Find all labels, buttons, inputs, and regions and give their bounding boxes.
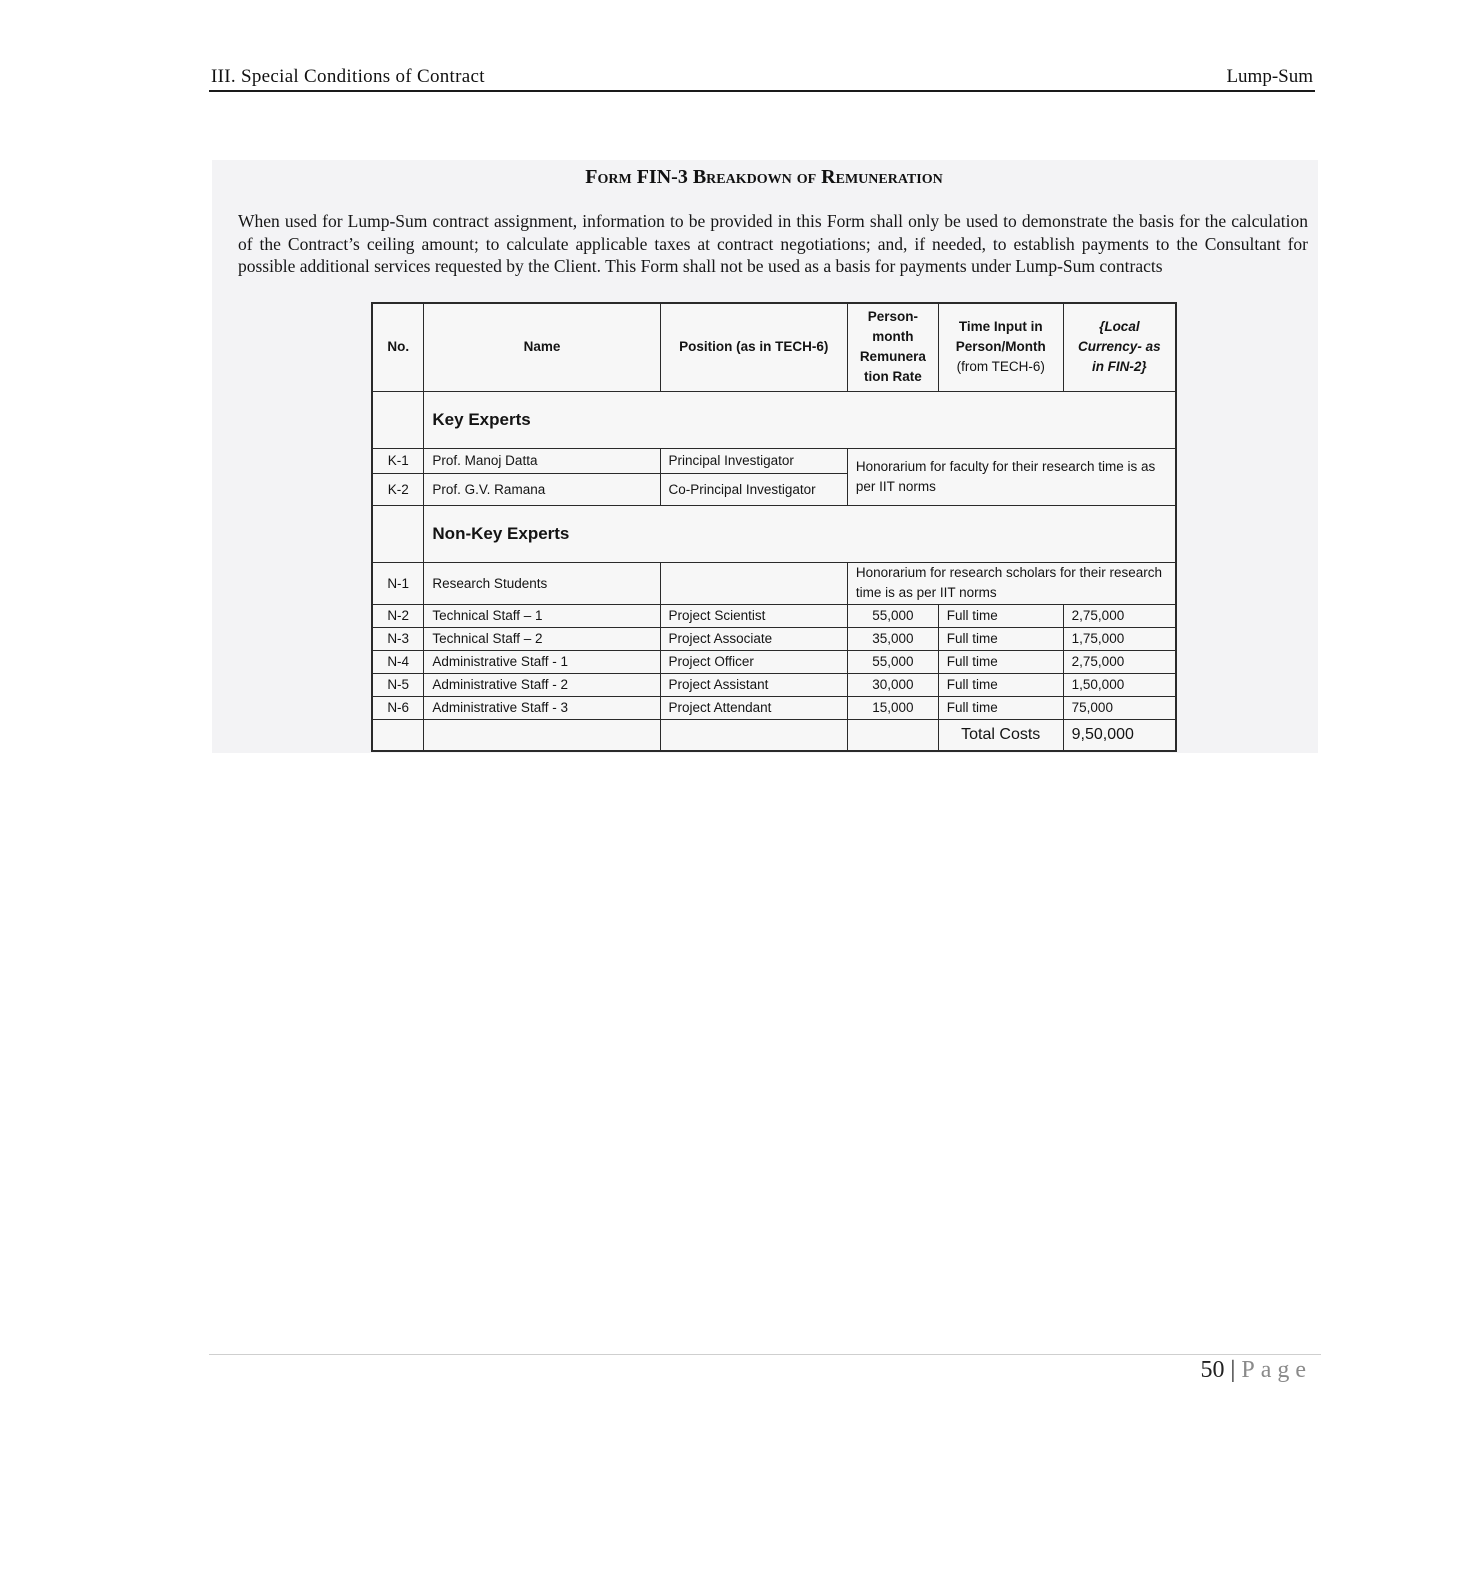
col-header-name: Name bbox=[424, 303, 660, 391]
col-header-rate: Person-month Remunera tion Rate bbox=[847, 303, 938, 391]
footer-divider bbox=[209, 1354, 1321, 1355]
table-row: N-6 Administrative Staff - 3 Project Attendant 15,000 Full time 75,000 bbox=[372, 696, 1176, 719]
page-header bbox=[209, 66, 1315, 92]
col-header-position: Position (as in TECH-6) bbox=[660, 303, 847, 391]
table-row: N-3 Technical Staff – 2 Project Associate 35,000 Full time 1,75,000 bbox=[372, 627, 1176, 650]
key-experts-honorarium-note: Honorarium for faculty for their research time is as per IIT norms bbox=[847, 448, 1176, 505]
table-header-row bbox=[372, 303, 1176, 391]
col-header-time: Time Input in Person/Month (from TECH-6) bbox=[938, 303, 1063, 391]
total-value: 9,50,000 bbox=[1063, 719, 1176, 751]
header-contract-type: Lump-Sum bbox=[1226, 66, 1313, 87]
table-row: K-2 Prof. G.V. Ramana Co-Principal Investigator bbox=[372, 473, 1176, 505]
section-label: Key Experts bbox=[424, 391, 1176, 448]
total-row bbox=[372, 719, 1176, 751]
header-section-title: III. Special Conditions of Contract bbox=[211, 66, 485, 87]
table-row: N-1 Research Students Honorarium for research scholars for their research time is as per IIT norms bbox=[372, 562, 1176, 604]
table-row: N-5 Administrative Staff - 2 Project Assistant 30,000 Full time 1,50,000 bbox=[372, 673, 1176, 696]
remuneration-table bbox=[371, 302, 1177, 752]
page-number: 50 | Page bbox=[1200, 1357, 1312, 1383]
section-label: Non-Key Experts bbox=[424, 505, 1176, 562]
section-row-non-key-experts bbox=[372, 505, 1176, 562]
table-row: N-2 Technical Staff – 1 Project Scientist 55,000 Full time 2,75,000 bbox=[372, 604, 1176, 627]
col-header-currency: {Local Currency- as in FIN-2} bbox=[1063, 303, 1176, 391]
research-students-honorarium-note: Honorarium for research scholars for their research time is as per IIT norms bbox=[847, 562, 1176, 604]
form-intro-paragraph: When used for Lump-Sum contract assignment, information to be provided in this Form shall only be used to demonstrate the basis for the calculation of the Contract’s ceiling amount; to calculate applicable taxes at contract negotiations; and, if needed, to establish payments to the Consultant for possible additional services requested by the Client. This Form shall not be used as a basis for payments under Lump-Sum contracts bbox=[238, 211, 1308, 276]
table-row: N-4 Administrative Staff - 1 Project Officer 55,000 Full time 2,75,000 bbox=[372, 650, 1176, 673]
scanned-form-image bbox=[212, 160, 1318, 753]
col-header-no: No. bbox=[372, 303, 424, 391]
table-row: K-1 Prof. Manoj Datta Principal Investigator Honorarium for faculty for their research time is as per IIT norms bbox=[372, 448, 1176, 473]
section-row-key-experts bbox=[372, 391, 1176, 448]
total-label: Total Costs bbox=[938, 719, 1063, 751]
form-title: Form FIN-3 Breakdown of Remuneration bbox=[585, 166, 943, 188]
